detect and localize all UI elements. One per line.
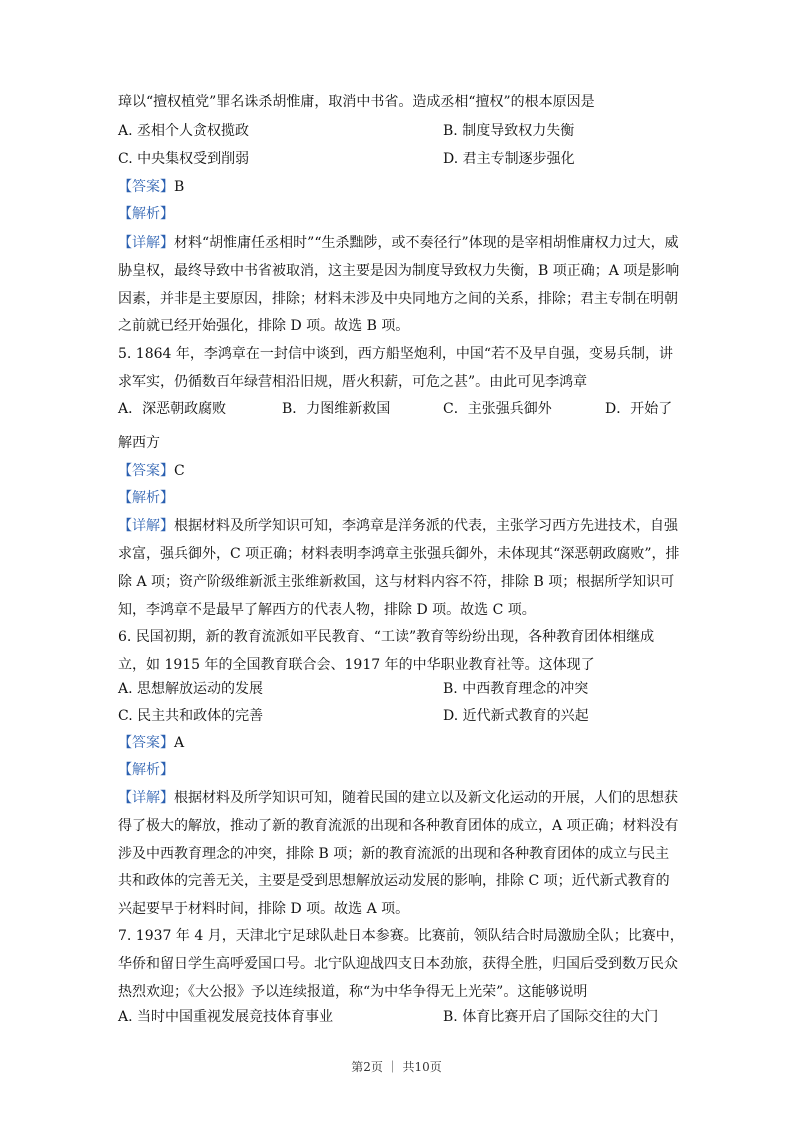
q6-analysis-label: 【解析】 bbox=[118, 762, 174, 778]
q5-detail-line: 知，李鸿章不是最早了解西方的代表人物，排除 D 项。故选 C 项。 bbox=[118, 602, 536, 618]
answer-label: 【答案】 bbox=[118, 463, 174, 479]
q6-detail-line: 涉及中西教育理念的冲突，排除 B 项；新的教育流派的出现和各种教育团体的成立与民主 bbox=[118, 846, 670, 862]
answer-value: C bbox=[174, 463, 185, 479]
q5-option-c: C．主张强兵御外 bbox=[443, 401, 552, 417]
question-5-stem: 5. 1864 年，李鸿章在一封信中谈到，西方船坚炮利，中国“若不及早自强，变易兵制，讲 bbox=[118, 346, 674, 362]
q4-answer bbox=[118, 177, 184, 197]
q7-option-b: B. 体育比赛开启了国际交往的大门 bbox=[443, 1009, 659, 1025]
page-number-footer: 第2页 ｜ 共10页 bbox=[351, 1060, 442, 1074]
answer-value: B bbox=[174, 179, 185, 195]
answer-label: 【答案】 bbox=[118, 179, 174, 195]
q5-detail-line: 除 A 项；资产阶级维新派主张维新救国，这与材料内容不符，排除 B 项；根据所学知识可 bbox=[118, 574, 675, 590]
answer-label: 【答案】 bbox=[118, 735, 174, 751]
q6-detail-line bbox=[118, 788, 678, 808]
q7-option-a: A. 当时中国重视发展竞技体育事业 bbox=[118, 1009, 334, 1025]
question-6-stem: 6. 民国初期，新的教育流派如平民教育、“工读”教育等纷纷出现，各种教育团体相继成 bbox=[118, 629, 655, 645]
detail-label: 【详解】 bbox=[118, 518, 174, 534]
question-5-stem: 求军实，仍循数百年绿营相沿旧规，厝火积薪，可危之甚”。由此可见李鸿章 bbox=[118, 374, 588, 390]
answer-value: A bbox=[174, 735, 185, 751]
q5-option-d: D．开始了 bbox=[605, 401, 673, 417]
detail-text: 根据材料及所学知识可知，李鸿章是洋务派的代表，主张学习西方先进技术，自强 bbox=[174, 518, 678, 534]
question-4-stem: 璋以“擅权植党”罪名诛杀胡惟庸，取消中书省。造成丞相“擅权”的根本原因是 bbox=[118, 94, 595, 110]
q4-detail-line: 胁皇权，最终导致中书省被取消，这主要是因为制度导致权力失衡，B 项正确；A 项是影响 bbox=[118, 263, 680, 279]
q4-detail-line bbox=[118, 233, 679, 253]
q5-option-a: A．深恶朝政腐败 bbox=[118, 401, 227, 417]
question-7-stem: 7. 1937 年 4 月，天津北宁足球队赴日本参赛。比赛前，领队结合时局激励全队；比赛中， bbox=[118, 928, 684, 944]
q4-option-c: C. 中央集权受到削弱 bbox=[118, 151, 250, 167]
q6-answer bbox=[118, 733, 184, 753]
q4-option-b: B. 制度导致权力失衡 bbox=[443, 123, 575, 139]
q5-answer bbox=[118, 461, 185, 481]
question-6-stem: 立，如 1915 年的全国教育联合会、1917 年的中华职业教育社等。这体现了 bbox=[118, 657, 595, 673]
question-7-stem: 热烈欢迎；《大公报》予以连续报道，称“为中华争得无上光荣”。这能够说明 bbox=[118, 984, 588, 1000]
q5-option-b: B．力图维新救国 bbox=[282, 401, 391, 417]
q5-analysis-label: 【解析】 bbox=[118, 490, 174, 506]
q4-analysis-label: 【解析】 bbox=[118, 206, 174, 222]
q6-detail-line: 兴起要早于材料时间，排除 D 项。故选 A 项。 bbox=[118, 901, 410, 917]
q4-option-d: D. 君主专制逐步强化 bbox=[443, 151, 575, 167]
q6-detail-line: 得了极大的解放，推动了新的教育流派的出现和各种教育团体的成立，A 项正确；材料没有 bbox=[118, 818, 679, 834]
q5-detail-line bbox=[118, 516, 678, 536]
q6-option-c: C. 民主共和政体的完善 bbox=[118, 708, 264, 724]
q6-option-a: A. 思想解放运动的发展 bbox=[118, 681, 264, 697]
detail-label: 【详解】 bbox=[118, 235, 174, 251]
q6-detail-line: 共和政体的完善无关，主要是受到思想解放运动发展的影响，排除 C 项；近代新式教育的 bbox=[118, 873, 670, 889]
detail-text: 材料“胡惟庸任丞相时”“生杀黜陟，或不奏径行”体现的是宰相胡惟庸权力过大，威 bbox=[174, 235, 679, 251]
q4-detail-line: 之前就已经开始强化，排除 D 项。故选 B 项。 bbox=[118, 318, 410, 334]
q4-detail-line: 因素，并非是主要原因，排除；材料未涉及中央同地方之间的关系，排除；君主专制在明朝 bbox=[118, 291, 678, 307]
detail-text: 根据材料及所学知识可知，随着民国的建立以及新文化运动的开展，人们的思想获 bbox=[174, 790, 678, 806]
q4-option-a: A. 丞相个人贪权揽政 bbox=[118, 123, 250, 139]
q5-option-d-wrap: 解西方 bbox=[118, 435, 160, 451]
question-7-stem: 华侨和留日学生高呼爱国口号。北宁队迎战四支日本劲旅，获得全胜，归国后受到数万民众 bbox=[118, 956, 678, 972]
detail-label: 【详解】 bbox=[118, 790, 174, 806]
q5-detail-line: 求富，强兵御外，C 项正确；材料表明李鸿章主张强兵御外，未体现其“深恶朝政腐败”，排 bbox=[118, 546, 680, 562]
q6-option-d: D. 近代新式教育的兴起 bbox=[443, 708, 589, 724]
q6-option-b: B. 中西教育理念的冲突 bbox=[443, 681, 589, 697]
